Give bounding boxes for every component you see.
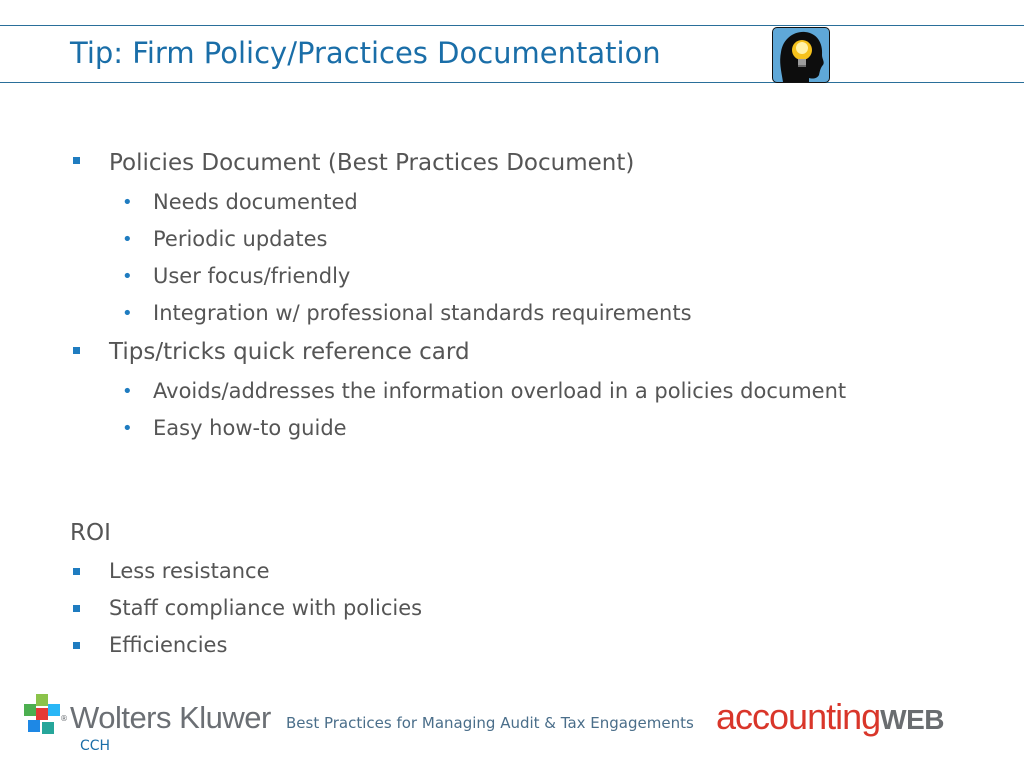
roi-item: Less resistance [109, 559, 270, 583]
bullet-square-icon [73, 642, 80, 649]
bullet-square-icon [73, 605, 80, 612]
bullet-dot-icon: • [122, 418, 133, 439]
header-rule-top [0, 25, 1024, 26]
bullet-level2: Avoids/addresses the information overload in a policies document [153, 379, 847, 403]
bullet-level2: Needs documented [153, 190, 358, 214]
cch-label: CCH [80, 738, 111, 754]
bullet-dot-icon: • [122, 303, 133, 324]
bullet-level2: Easy how-to guide [153, 416, 347, 440]
bullet-level2: Periodic updates [153, 227, 328, 251]
slide-title: Tip: Firm Policy/Practices Documentation [70, 36, 661, 70]
bullet-level2: User focus/friendly [153, 264, 351, 288]
wolters-kluwer-logo-text: Wolters Kluwer [70, 700, 271, 735]
bullet-level1: Policies Document (Best Practices Document) [109, 150, 635, 176]
header-rule-bottom [0, 82, 1024, 83]
roi-item: Staff compliance with policies [109, 596, 423, 620]
accountingweb-logo [716, 696, 944, 738]
registered-mark-icon: ® [60, 714, 68, 723]
bullet-square-icon [73, 157, 80, 164]
bullet-square-icon [73, 568, 80, 575]
footer-caption: Best Practices for Managing Audit & Tax Engagements [286, 714, 694, 732]
bullet-level2: Integration w/ professional standards requirements [153, 301, 692, 325]
bullet-dot-icon: • [122, 381, 133, 402]
lightbulb-head-icon [771, 26, 831, 84]
bullet-level1: Tips/tricks quick reference card [109, 339, 470, 365]
bullet-dot-icon: • [122, 229, 133, 250]
roi-heading: ROI [70, 520, 111, 546]
bullet-square-icon [73, 347, 80, 354]
bullet-dot-icon: • [122, 192, 133, 213]
roi-item: Efficiencies [109, 633, 228, 657]
accountingweb-logo-part2: WEB [880, 704, 944, 735]
bullet-dot-icon: • [122, 266, 133, 287]
accountingweb-logo-part1: accounting [716, 696, 881, 737]
wolters-kluwer-logo-icon [22, 694, 64, 736]
